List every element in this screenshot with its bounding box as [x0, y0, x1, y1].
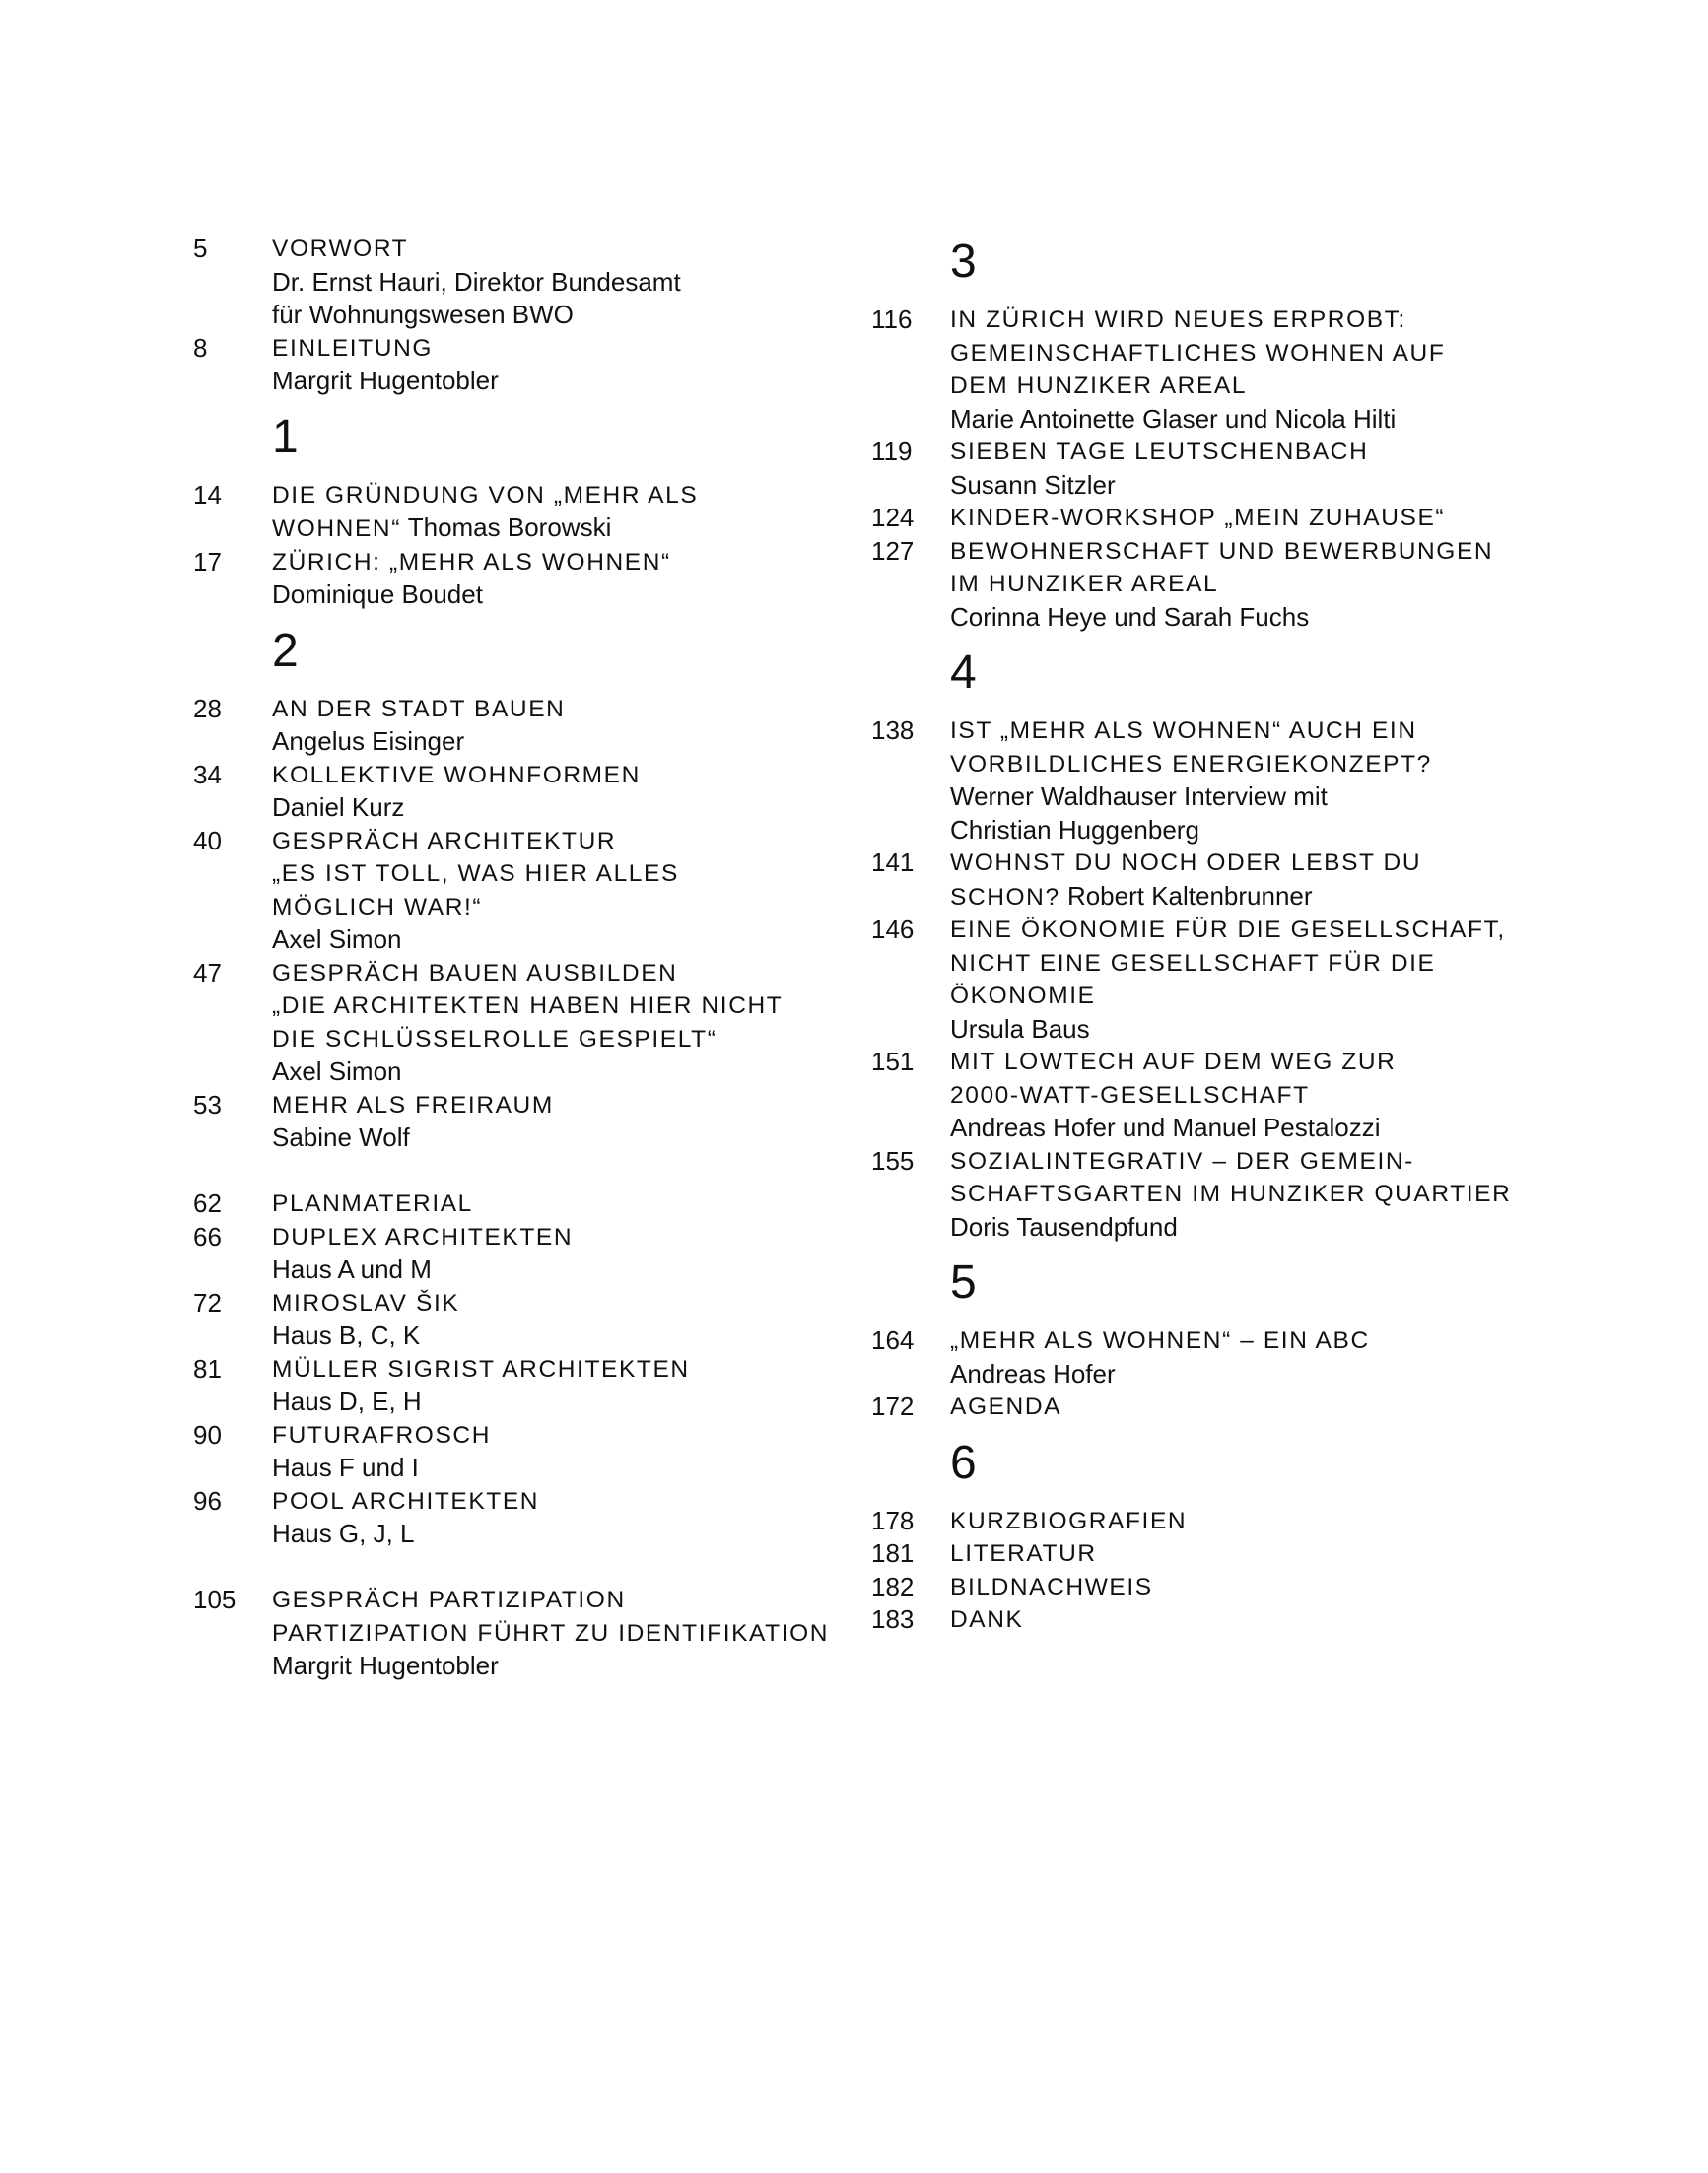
toc-entry [871, 535, 1541, 635]
toc-entry [193, 1287, 863, 1353]
entry-text [950, 847, 1541, 914]
toc-entry [871, 1537, 1541, 1571]
entry-author-line: Corinna Heye und Sarah Fuchs [950, 601, 1310, 632]
entry-text [950, 1537, 1541, 1571]
page-number: 172 [871, 1392, 915, 1421]
entry-text [950, 1145, 1541, 1245]
entry-author-line: Andreas Hofer und Manuel Pestalozzi [950, 1113, 1381, 1142]
entry-author-line: Dr. Ernst Hauri, Direktor Bundesamt [272, 266, 681, 297]
toc-entry [193, 1485, 863, 1551]
toc-entry [871, 1391, 1541, 1424]
page-number: 182 [871, 1571, 915, 1601]
entry-text [272, 546, 863, 612]
entry-title-line: GEMEINSCHAFTLICHES WOHNEN AUF [950, 339, 1446, 367]
toc-entry [193, 1584, 863, 1683]
toc-entry [193, 1089, 863, 1155]
page-number: 116 [871, 305, 913, 334]
toc-entry [871, 1145, 1541, 1245]
entry-title-line: IM HUNZIKER AREAL [950, 571, 1219, 597]
toc-entry [193, 233, 863, 332]
entry-text [950, 1505, 1541, 1538]
toc-entry [193, 693, 863, 759]
page-number: 141 [871, 848, 915, 877]
entry-text [272, 957, 863, 1089]
toc-entry [193, 546, 863, 612]
entry-title-line: MIT LOWTECH AUF DEM WEG ZUR [950, 1049, 1397, 1075]
toc-entry [871, 1571, 1541, 1604]
page-number: 155 [871, 1145, 915, 1176]
entry-author-line: Haus B, C, K [272, 1321, 421, 1350]
entry-author-line: Susann Sitzler [950, 469, 1116, 500]
entry-title-line: LITERATUR [950, 1540, 1097, 1567]
entry-text [272, 233, 863, 332]
entry-text [272, 1419, 863, 1485]
entry-title-line: DUPLEX ARCHITEKTEN [272, 1223, 574, 1251]
page-number: 53 [193, 1089, 222, 1120]
section-number: 3 [950, 236, 977, 288]
toc-entry [193, 332, 863, 398]
entry-text [950, 1324, 1541, 1391]
entry-title-line: BILDNACHWEIS [950, 1573, 1153, 1600]
entry-text [272, 825, 863, 957]
section-number: 4 [950, 646, 977, 699]
toc-entry [871, 436, 1541, 502]
entry-line [272, 511, 863, 546]
page-number: 181 [871, 1538, 915, 1568]
entry-title-line: IN ZÜRICH WIRD NEUES ERPROBT: [950, 306, 1406, 333]
entry-title-line: BEWOHNERSCHAFT UND BEWERBUNGEN [950, 537, 1494, 565]
page-number: 40 [193, 825, 222, 855]
toc-entry [871, 714, 1541, 847]
entry-text [950, 502, 1541, 535]
toc-entry [871, 1603, 1541, 1637]
entry-title-line: DIE GRÜNDUNG VON „MEHR ALS [272, 481, 699, 509]
entry-title-line: DEM HUNZIKER AREAL [950, 373, 1248, 399]
entry-author-line: Haus D, E, H [272, 1387, 422, 1416]
entry-text [950, 914, 1541, 1046]
page-number: 34 [193, 759, 222, 789]
entry-text [272, 693, 863, 759]
toc-entry [871, 502, 1541, 535]
entry-title-line: EINLEITUNG [272, 334, 434, 362]
entry-title-line: „DIE ARCHITEKTEN HABEN HIER NICHT [272, 992, 784, 1019]
entry-title-line: POOL ARCHITEKTEN [272, 1487, 540, 1515]
entry-text [272, 1485, 863, 1551]
spacer [193, 1155, 863, 1188]
entry-title-line: DIE SCHLÜSSELROLLE GESPIELT“ [272, 1025, 717, 1053]
entry-author-part: Robert Kaltenbrunner [1059, 880, 1313, 911]
page-number: 14 [193, 479, 222, 509]
entry-text [272, 1089, 863, 1155]
page-number: 8 [193, 332, 208, 363]
page-number: 17 [193, 546, 222, 577]
toc-column-right [871, 233, 1541, 1637]
entry-author-line: Axel Simon [272, 924, 402, 954]
entry-title-part: WOHNEN“ [272, 515, 401, 542]
entry-author-line: Haus G, J, L [272, 1519, 415, 1548]
entry-title-line: SOZIALINTEGRATIV – DER GEMEIN- [950, 1147, 1414, 1175]
entry-title-line: KOLLEKTIVE WOHNFORMEN [272, 761, 641, 788]
entry-author-line: Dominique Boudet [272, 579, 483, 609]
entry-author-line: Werner Waldhauser Interview mit [950, 781, 1328, 811]
entry-text [950, 1603, 1541, 1637]
entry-author-line: Haus F und I [272, 1453, 419, 1482]
page-number: 96 [193, 1485, 222, 1516]
entry-text [272, 1287, 863, 1353]
toc-entry [193, 759, 863, 825]
page-number: 164 [871, 1325, 915, 1355]
entry-title-line: DANK [950, 1606, 1024, 1633]
entry-title-line: MÖGLICH WAR!“ [272, 893, 483, 920]
section-number: 1 [272, 410, 299, 463]
entry-text [950, 1571, 1541, 1604]
entry-author-line: für Wohnungswesen BWO [272, 300, 574, 329]
entry-line [950, 880, 1541, 915]
page-number: 90 [193, 1419, 222, 1450]
entry-text [950, 304, 1541, 436]
entry-title-line: NICHT EINE GESELLSCHAFT FÜR DIE [950, 949, 1436, 977]
entry-text [950, 1046, 1541, 1145]
entry-title-line: GESPRÄCH ARCHITEKTUR [272, 827, 617, 854]
entry-text [272, 759, 863, 825]
page-number: 81 [193, 1353, 222, 1384]
page-number: 47 [193, 957, 222, 987]
section-number: 2 [272, 624, 299, 677]
entry-author-line: Haus A und M [272, 1255, 432, 1284]
entry-title-line: GESPRÄCH PARTIZIPATION [272, 1587, 626, 1613]
entry-author-line: Andreas Hofer [950, 1358, 1116, 1389]
page-number: 178 [871, 1505, 915, 1535]
entry-author-line: Christian Huggenberg [950, 814, 1199, 845]
spacer [193, 1551, 863, 1585]
entry-author-line: Angelus Eisinger [272, 726, 465, 756]
toc-entry [193, 1353, 863, 1419]
toc-entry [193, 1188, 863, 1221]
toc-entry [871, 847, 1541, 914]
entry-title-line: AN DER STADT BAUEN [272, 695, 566, 722]
entry-title-line: SIEBEN TAGE LEUTSCHENBACH [950, 439, 1369, 465]
page-number: 138 [871, 715, 915, 745]
page-number: 146 [871, 915, 915, 944]
entry-title-line: MEHR ALS FREIRAUM [272, 1091, 554, 1119]
toc-entry [871, 1046, 1541, 1145]
toc-entry [871, 1324, 1541, 1391]
entry-author-line: Doris Tausendpfund [950, 1211, 1178, 1242]
toc-entry [193, 957, 863, 1089]
entry-title-line: EINE ÖKONOMIE FÜR DIE GESELLSCHAFT, [950, 917, 1506, 943]
entry-author-line: Margrit Hugentobler [272, 1651, 499, 1680]
section-number: 5 [950, 1256, 977, 1309]
entry-author-line: Daniel Kurz [272, 792, 405, 822]
toc-entry [193, 825, 863, 957]
entry-title-line: „MEHR ALS WOHNEN“ – EIN ABC [950, 1327, 1370, 1354]
page-number: 119 [871, 437, 913, 466]
entry-title-line: FUTURAFROSCH [272, 1421, 491, 1449]
entry-author-line: Axel Simon [272, 1056, 402, 1086]
entry-title-line: VORWORT [272, 236, 409, 262]
entry-text [272, 332, 863, 398]
toc-entry [871, 914, 1541, 1046]
toc-entry [193, 1221, 863, 1287]
entry-title-line: PLANMATERIAL [272, 1190, 473, 1217]
entry-author-line: Ursula Baus [950, 1013, 1090, 1044]
entry-author-line: Sabine Wolf [272, 1122, 410, 1152]
entry-title-line: KURZBIOGRAFIEN [950, 1507, 1188, 1534]
entry-title-line: IST „MEHR ALS WOHNEN“ AUCH EIN [950, 717, 1417, 744]
entry-title-line: ÖKONOMIE [950, 983, 1096, 1009]
entry-title-line: SCHAFTSGARTEN IM HUNZIKER QUARTIER [950, 1181, 1512, 1207]
entry-title-line: „ES IST TOLL, WAS HIER ALLES [272, 860, 679, 887]
entry-title-line: MIROSLAV ŠIK [272, 1289, 460, 1317]
entry-text [272, 1188, 863, 1221]
page-number: 183 [871, 1604, 915, 1634]
entry-title-line: KINDER-WORKSHOP „MEIN ZUHAUSE“ [950, 505, 1446, 531]
entry-title-line: ZÜRICH: „MEHR ALS WOHNEN“ [272, 548, 671, 576]
entry-text [272, 479, 863, 546]
toc-entry [193, 479, 863, 546]
entry-title-line: MÜLLER SIGRIST ARCHITEKTEN [272, 1355, 690, 1383]
entry-text [272, 1353, 863, 1419]
entry-author-part: Thomas Borowski [400, 512, 612, 542]
page-number: 105 [193, 1585, 237, 1614]
entry-text [272, 1584, 863, 1683]
page-number: 127 [871, 535, 915, 566]
entry-title-line: GESPRÄCH BAUEN AUSBILDEN [272, 959, 678, 986]
section-number: 6 [950, 1436, 977, 1489]
page-number: 124 [871, 503, 915, 532]
toc-entry [871, 304, 1541, 436]
entry-text [272, 1221, 863, 1287]
page-number: 28 [193, 693, 222, 723]
entry-title-line: 2000-WATT-GESELLSCHAFT [950, 1081, 1310, 1109]
entry-author-line: Margrit Hugentobler [272, 366, 499, 395]
entry-title-line: WOHNST DU NOCH ODER LEBST DU [950, 849, 1422, 876]
entry-author-line: Marie Antoinette Glaser und Nicola Hilti [950, 403, 1397, 434]
toc-entry [871, 1505, 1541, 1538]
page-number: 62 [193, 1188, 222, 1218]
toc-entry [193, 1419, 863, 1485]
entry-text [950, 436, 1541, 502]
entry-text [950, 535, 1541, 635]
page-number: 66 [193, 1221, 222, 1252]
entry-text [950, 714, 1541, 847]
entry-title-line: PARTIZIPATION FÜHRT ZU IDENTIFIKATION [272, 1619, 830, 1647]
page-number: 72 [193, 1287, 222, 1318]
entry-text [950, 1391, 1541, 1424]
page-number: 5 [193, 234, 208, 263]
entry-title-part: SCHON? [950, 883, 1060, 911]
entry-title-line: AGENDA [950, 1393, 1062, 1420]
toc-column-left [193, 233, 863, 1683]
page-number: 151 [871, 1047, 915, 1076]
entry-title-line: VORBILDLICHES ENERGIEKONZEPT? [950, 750, 1432, 778]
